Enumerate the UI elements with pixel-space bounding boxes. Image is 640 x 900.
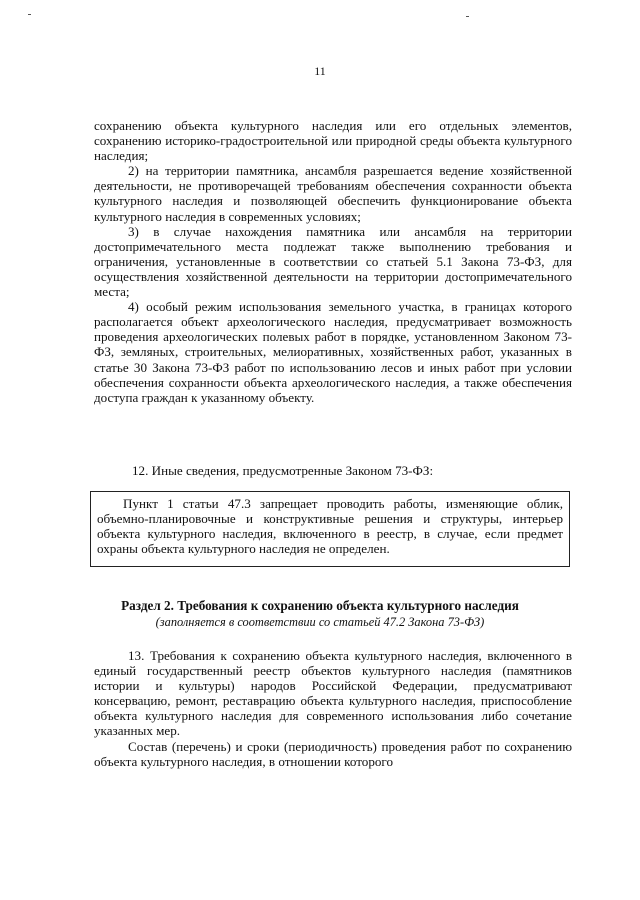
section-2-title: Раздел 2. Требования к сохранению объекта культурного наследия [121,598,519,613]
section-12-heading: 12. Иные сведения, предусмотренные Законом 73-ФЗ: [132,463,434,478]
section-12-box [90,491,570,567]
paragraph: 2) на территории памятника, ансамбля разрешается ведение хозяйственной деятельности, не противоречащей требованиям обеспечения сохранности объекта культурного наследия и позволяющей обеспечить функционирование объекта культурного наследия в современных условиях; [94,163,572,224]
paragraph: сохранению объекта культурного наследия или его отдельных элементов, сохранению историко-градостроительной или природной среды объекта культурного наследия; [94,118,572,164]
page-number: 11 [314,64,326,78]
paragraph: 3) в случае нахождения памятника или ансамбля на территории достопримечательного места подлежат также выполнению требования и ограничения, установленные в соответствии со статьей 5.1 Закона 73-ФЗ, для осуществления хозяйственной деятельности на территории достопримечательного места; [94,223,572,300]
paragraph: 13. Требования к сохранению объекта культурного наследия, включенного в единый государственный реестр объектов культурного наследия (памятников истории и культуры) народов Российской Федерации, предусматривают консервацию, ремонт, реставрацию объекта культурного наследия, приспособление объекта культурного наследия для современного использования либо сочетание указанных мер. [94,648,572,739]
scan-mark [28,14,31,15]
continuation-text [94,118,572,405]
section-2-text [94,648,572,769]
paragraph: 4) особый режим использования земельного участка, в границах которого располагается объект археологического наследия, предусматривает возможность проведения археологических полевых работ в порядке, установленном Законом 73-ФЗ, земляных, строительных, мелиоративных, хозяйственных работ, указанных в статье 30 Закона 73-ФЗ работ по использованию лесов и иных работ при условии обеспечения сохранности объекта археологического наследия, а также обеспечения доступа граждан к указанному объекту. [94,299,572,405]
paragraph: Состав (перечень) и сроки (периодичность) проведения работ по сохранению объекта культурного наследия, в отношении которого [94,738,572,769]
box-text: Пункт 1 статьи 47.3 запрещает проводить работы, изменяющие облик, объемно-планировочные и конструктивные решения и структуры, интерьер объекта культурного наследия, включенного в реестр, в случае, если предмет охраны объекта культурного наследия не определен. [97,496,563,557]
scan-mark [466,16,469,17]
section-2-note: (заполняется в соответствии со статьей 47.2 Закона 73-ФЗ) [155,615,485,629]
